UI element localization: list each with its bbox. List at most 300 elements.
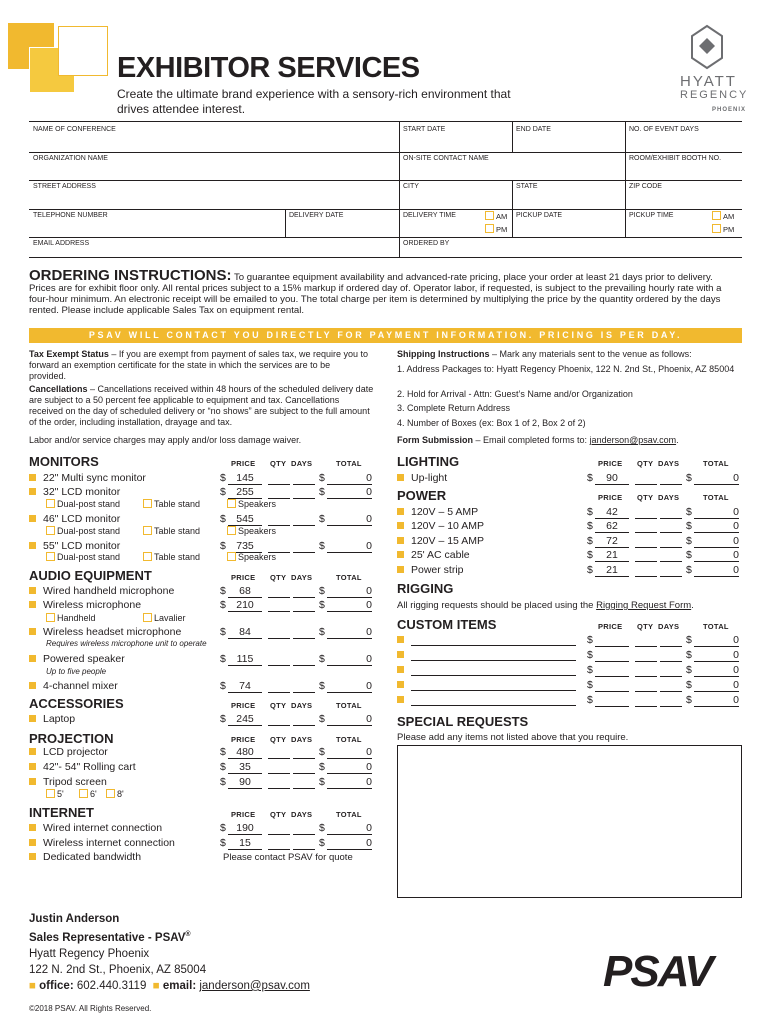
price-value: 90 <box>228 776 262 789</box>
item-ac-cable[interactable]: 25' AC cable <box>397 549 470 561</box>
order-form <box>29 121 742 256</box>
days-column-header: DAYS <box>291 459 313 468</box>
days-input[interactable] <box>660 561 682 562</box>
custom-item-bullet <box>397 649 407 661</box>
days-input[interactable] <box>293 611 315 612</box>
shipping-note: Shipping Instructions – Mark any materials sent to the venue as follows: <box>397 349 692 359</box>
price-column-header: PRICE <box>231 735 256 744</box>
dollar-sign: $ <box>587 679 593 691</box>
option-table-stand[interactable]: Table stand <box>143 552 200 562</box>
option-handheld[interactable]: Handheld <box>46 613 96 623</box>
start-date-field[interactable]: START DATE <box>403 126 446 133</box>
dollar-sign: $ <box>220 513 226 525</box>
item-32-monitor[interactable]: 32" LCD monitor <box>29 486 120 498</box>
price-value: 545 <box>228 513 262 526</box>
dollar-sign: $ <box>319 599 325 611</box>
section-title-monitors: MONITORS <box>29 454 99 469</box>
section-title-accessories: ACCESSORIES <box>29 696 124 711</box>
total-cell <box>319 513 375 526</box>
days-input[interactable] <box>293 725 315 726</box>
custom-item-input[interactable] <box>411 645 576 646</box>
shipping-step-3: 3. Complete Return Address <box>397 403 511 413</box>
option-6ft[interactable]: 6' <box>79 789 97 799</box>
delivery-am-checkbox[interactable]: AM <box>485 211 507 221</box>
pickup-time-field[interactable]: PICKUP TIME <box>629 212 674 219</box>
days-input[interactable] <box>293 665 315 666</box>
item-22-monitor[interactable]: 22" Multi sync monitor <box>29 472 146 484</box>
quantity-input[interactable] <box>635 484 657 485</box>
price-cell <box>220 626 265 639</box>
item-10amp[interactable]: 120V – 10 AMP <box>397 520 484 532</box>
quantity-input[interactable] <box>268 692 290 693</box>
price-column-header: PRICE <box>231 573 256 582</box>
section-title-lighting: LIGHTING <box>397 454 460 469</box>
quantity-input[interactable] <box>635 547 657 548</box>
dollar-sign: $ <box>319 585 325 597</box>
contact-email-link[interactable]: janderson@psav.com <box>199 979 310 992</box>
price-cell <box>587 506 632 519</box>
total-value: 0 <box>327 680 372 693</box>
zip-code-field[interactable]: ZIP CODE <box>629 183 662 190</box>
total-cell <box>686 520 742 533</box>
total-value: 0 <box>694 472 739 485</box>
quantity-input[interactable] <box>268 611 290 612</box>
total-cell <box>319 713 375 726</box>
total-cell <box>319 486 375 499</box>
total-value: 0 <box>694 549 739 562</box>
price-value: 15 <box>228 837 262 850</box>
total-value: 0 <box>327 837 372 850</box>
days-input[interactable] <box>293 692 315 693</box>
telephone-field[interactable]: TELEPHONE NUMBER <box>33 212 108 219</box>
shipping-step-2: 2. Hold for Arrival - Attn: Guest’s Name and/or Organization <box>397 389 633 399</box>
quantity-input[interactable] <box>268 788 290 789</box>
option-speakers[interactable]: Speakers <box>227 552 276 562</box>
organization-name-field[interactable]: ORGANIZATION NAME <box>33 155 108 162</box>
item-wired-mic[interactable]: Wired handheld microphone <box>29 585 174 597</box>
price-cell <box>587 535 632 548</box>
total-cell <box>319 626 375 639</box>
option-8ft[interactable]: 8' <box>106 789 124 799</box>
item-wireless-mic[interactable]: Wireless microphone <box>29 599 141 611</box>
total-column-header: TOTAL <box>703 493 729 502</box>
quantity-input[interactable] <box>268 638 290 639</box>
custom-price-input[interactable] <box>595 661 629 662</box>
end-date-field[interactable]: END DATE <box>516 126 551 133</box>
item-tripod-screen[interactable]: Tripod screen <box>29 776 107 788</box>
item-wired-internet[interactable]: Wired internet connection <box>29 822 162 834</box>
days-column-header: DAYS <box>291 701 313 710</box>
price-value: 42 <box>595 506 629 519</box>
price-value: 115 <box>228 653 262 666</box>
days-column-header: DAYS <box>658 493 680 502</box>
dollar-sign: $ <box>319 776 325 788</box>
tax-exempt-note: Tax Exempt Status – If you are exempt from payment of sales tax, we require you to forward an exemption certificate for the state in which the services are to be provided. <box>29 349 368 381</box>
price-cell <box>220 653 265 666</box>
days-column-header: DAYS <box>291 573 313 582</box>
days-input[interactable] <box>293 758 315 759</box>
note-headset: Requires wireless microphone unit to operate <box>46 639 207 648</box>
ordering-instructions: ORDERING INSTRUCTIONS: To guarantee equipment availability and advanced-rate pricing, place your order at least 21 days prior to delivery. Prices are for exhibit floor only. All rental prices subject to a 15% markup if ordered day of. Operator labor, if requested, is subject to the prevailing hourly rate with a four-hour minimum. An electronic receipt will be emailed to you. The total charge per item is determined by multiplying the price by the quantity ordered by the days rented. Please include applicable Sales Tax on equipment rental. <box>29 267 722 316</box>
item-15amp[interactable]: 120V – 15 AMP <box>397 535 484 547</box>
item-55-monitor[interactable]: 55" LCD monitor <box>29 540 120 552</box>
price-value: 735 <box>228 540 262 553</box>
days-input[interactable] <box>660 576 682 577</box>
option-table-stand[interactable]: Table stand <box>143 526 200 536</box>
option-speakers[interactable]: Speakers <box>227 499 276 509</box>
dollar-sign: $ <box>587 520 593 532</box>
qty-column-header: QTY <box>270 701 287 710</box>
days-input[interactable] <box>660 706 682 707</box>
ordered-by-field[interactable]: ORDERED BY <box>403 240 450 247</box>
price-value: 210 <box>228 599 262 612</box>
total-value: 0 <box>327 486 372 499</box>
dollar-sign: $ <box>220 761 226 773</box>
custom-price-input[interactable] <box>595 691 629 692</box>
section-title-internet: INTERNET <box>29 805 94 820</box>
option-dual-post-stand[interactable]: Dual-post stand <box>46 552 120 562</box>
total-value: 0 <box>327 472 372 485</box>
labor-note: Labor and/or service charges may apply and/or loss damage waiver. <box>29 435 302 445</box>
total-cell <box>686 649 742 662</box>
contact-psav-note: Please contact PSAV for quote <box>223 852 353 863</box>
price-value: 90 <box>595 472 629 485</box>
dollar-sign: $ <box>587 506 593 518</box>
price-value: 21 <box>595 564 629 577</box>
dollar-sign: $ <box>220 680 226 692</box>
price-cell <box>220 761 265 774</box>
price-value: 74 <box>228 680 262 693</box>
section-title-projection: PROJECTION <box>29 731 114 746</box>
days-input[interactable] <box>293 638 315 639</box>
total-cell <box>319 746 375 759</box>
total-value: 0 <box>327 513 372 526</box>
qty-column-header: QTY <box>270 810 287 819</box>
psav-logo: PSAV <box>603 947 712 996</box>
cancellation-note: Cancellations – Cancellations received within 48 hours of the scheduled delivery date are subject to a 50 percent fee applicable to equipment and tax. Cancellations received on the day of scheduled delivery or “no shows” are subject to the full amount of the order, including installation, drayage and tax. <box>29 384 374 427</box>
custom-item-input[interactable] <box>411 675 576 676</box>
total-value: 0 <box>694 535 739 548</box>
total-cell <box>319 472 375 485</box>
submission-email-link[interactable]: janderson@psav.com <box>589 435 677 445</box>
total-value: 0 <box>327 540 372 553</box>
dollar-sign: $ <box>319 837 325 849</box>
dollar-sign: $ <box>587 472 593 484</box>
total-column-header: TOTAL <box>336 735 362 744</box>
days-input[interactable] <box>293 834 315 835</box>
street-address-field[interactable]: STREET ADDRESS <box>33 183 96 190</box>
total-value: 0 <box>694 649 739 662</box>
custom-price-input[interactable] <box>595 706 629 707</box>
custom-item-input[interactable] <box>411 660 576 661</box>
quantity-input[interactable] <box>268 834 290 835</box>
custom-item-bullet <box>397 634 407 646</box>
days-column-header: DAYS <box>291 810 313 819</box>
page-title: EXHIBITOR SERVICES <box>117 52 420 84</box>
dollar-sign: $ <box>686 535 692 547</box>
item-power-strip[interactable]: Power strip <box>397 564 464 576</box>
dollar-sign: $ <box>220 472 226 484</box>
hyatt-logo-text: HYATT <box>680 73 737 90</box>
price-cell <box>220 680 265 693</box>
price-value: 190 <box>228 822 262 835</box>
item-mixer[interactable]: 4-channel mixer <box>29 680 118 692</box>
dollar-sign: $ <box>319 680 325 692</box>
total-cell <box>319 585 375 598</box>
booth-number-field[interactable]: ROOM/EXHIBIT BOOTH NO. <box>629 155 722 162</box>
custom-price-input[interactable] <box>595 676 629 677</box>
dollar-sign: $ <box>319 513 325 525</box>
qty-column-header: QTY <box>270 573 287 582</box>
quantity-input[interactable] <box>635 576 657 577</box>
section-title-rigging: RIGGING <box>397 581 454 596</box>
form-submission-note: Form Submission – Email completed forms to: janderson@psav.com. <box>397 435 679 445</box>
item-headset-mic[interactable]: Wireless headset microphone <box>29 626 181 638</box>
quantity-input[interactable] <box>635 661 657 662</box>
item-uplight[interactable]: Up-light <box>397 472 447 484</box>
total-cell <box>686 472 742 485</box>
price-cell <box>220 599 265 612</box>
item-dedicated-bandwidth[interactable]: Dedicated bandwidth <box>29 851 141 863</box>
quantity-input[interactable] <box>268 725 290 726</box>
item-powered-speaker[interactable]: Powered speaker <box>29 653 125 665</box>
dollar-sign: $ <box>587 664 593 676</box>
price-column-header: PRICE <box>598 493 623 502</box>
quantity-input[interactable] <box>268 773 290 774</box>
quantity-input[interactable] <box>268 665 290 666</box>
total-value: 0 <box>694 679 739 692</box>
days-input[interactable] <box>293 597 315 598</box>
quantity-input[interactable] <box>635 532 657 533</box>
days-input[interactable] <box>293 484 315 485</box>
custom-item-bullet <box>397 679 407 691</box>
total-cell <box>686 506 742 519</box>
qty-column-header: QTY <box>270 459 287 468</box>
total-value: 0 <box>694 506 739 519</box>
hyatt-logo-location: PHOENIX <box>712 107 747 113</box>
price-value: 480 <box>228 746 262 759</box>
option-5ft[interactable]: 5' <box>46 789 64 799</box>
days-input[interactable] <box>293 849 315 850</box>
days-input[interactable] <box>660 646 682 647</box>
pickup-am-checkbox[interactable]: AM <box>712 211 734 221</box>
onsite-contact-field[interactable]: ON-SITE CONTACT NAME <box>403 155 489 162</box>
qty-column-header: QTY <box>637 459 654 468</box>
note-speaker: Up to five people <box>46 667 107 676</box>
days-input[interactable] <box>293 788 315 789</box>
price-cell <box>587 549 632 562</box>
quantity-input[interactable] <box>635 561 657 562</box>
price-cell <box>220 746 265 759</box>
price-value: 255 <box>228 486 262 499</box>
dollar-sign: $ <box>220 746 226 758</box>
quantity-input[interactable] <box>635 518 657 519</box>
price-column-header: PRICE <box>231 810 256 819</box>
dollar-sign: $ <box>220 653 226 665</box>
special-requests-text: Please add any items not listed above that you require. <box>397 732 629 743</box>
price-cell <box>220 822 265 835</box>
quantity-input[interactable] <box>268 758 290 759</box>
rigging-form-link[interactable]: Rigging Request Form <box>596 600 692 611</box>
total-cell <box>319 599 375 612</box>
dollar-sign: $ <box>686 664 692 676</box>
days-input[interactable] <box>660 518 682 519</box>
rigging-text: All rigging requests should be placed using the Rigging Request Form. <box>397 600 694 611</box>
price-cell <box>220 486 265 499</box>
qty-column-header: QTY <box>637 622 654 631</box>
dollar-sign: $ <box>220 713 226 725</box>
dollar-sign: $ <box>220 626 226 638</box>
price-column-header: PRICE <box>231 459 256 468</box>
pickup-date-field[interactable]: PICKUP DATE <box>516 212 563 219</box>
dollar-sign: $ <box>587 549 593 561</box>
total-column-header: TOTAL <box>336 459 362 468</box>
section-title-special-requests: SPECIAL REQUESTS <box>397 714 529 729</box>
quantity-input[interactable] <box>635 706 657 707</box>
price-value: 35 <box>228 761 262 774</box>
total-cell <box>686 535 742 548</box>
quantity-input[interactable] <box>635 646 657 647</box>
dollar-sign: $ <box>319 746 325 758</box>
item-lcd-projector[interactable]: LCD projector <box>29 746 108 758</box>
days-input[interactable] <box>660 547 682 548</box>
item-rolling-cart[interactable]: 42"- 54" Rolling cart <box>29 761 136 773</box>
price-value: 21 <box>595 549 629 562</box>
quantity-input[interactable] <box>635 691 657 692</box>
total-cell <box>686 679 742 692</box>
dollar-sign: $ <box>686 679 692 691</box>
price-value: 62 <box>595 520 629 533</box>
days-column-header: DAYS <box>658 459 680 468</box>
days-input[interactable] <box>660 532 682 533</box>
days-input[interactable] <box>660 484 682 485</box>
item-laptop[interactable]: Laptop <box>29 713 75 725</box>
contact-name: Justin Anderson <box>29 913 120 925</box>
custom-item-input[interactable] <box>411 690 576 691</box>
total-cell <box>686 634 742 647</box>
email-address-field[interactable]: EMAIL ADDRESS <box>33 240 90 247</box>
price-cell <box>587 472 632 485</box>
price-column-header: PRICE <box>598 622 623 631</box>
total-value: 0 <box>327 626 372 639</box>
total-column-header: TOTAL <box>336 573 362 582</box>
price-cell <box>587 564 632 577</box>
quantity-input[interactable] <box>268 849 290 850</box>
qty-column-header: QTY <box>270 735 287 744</box>
quantity-input[interactable] <box>635 676 657 677</box>
total-value: 0 <box>327 599 372 612</box>
payment-banner: PSAV WILL CONTACT YOU DIRECTLY FOR PAYMENT INFORMATION. PRICING IS PER DAY. <box>29 328 742 343</box>
item-46-monitor[interactable]: 46" LCD monitor <box>29 513 120 525</box>
custom-item-bullet <box>397 664 407 676</box>
option-dual-post-stand[interactable]: Dual-post stand <box>46 526 120 536</box>
total-cell <box>319 837 375 850</box>
dollar-sign: $ <box>686 634 692 646</box>
contact-venue: Hyatt Regency Phoenix <box>29 947 150 960</box>
option-speakers[interactable]: Speakers <box>227 526 276 536</box>
dollar-sign: $ <box>587 564 593 576</box>
price-cell <box>220 837 265 850</box>
event-days-field[interactable]: NO. OF EVENT DAYS <box>629 126 699 133</box>
total-cell <box>686 664 742 677</box>
quantity-input[interactable] <box>268 597 290 598</box>
total-column-header: TOTAL <box>336 810 362 819</box>
total-column-header: TOTAL <box>336 701 362 710</box>
item-wireless-internet[interactable]: Wireless internet connection <box>29 837 175 849</box>
total-cell <box>319 540 375 553</box>
dollar-sign: $ <box>319 472 325 484</box>
item-5amp[interactable]: 120V – 5 AMP <box>397 506 478 518</box>
price-cell <box>220 513 265 526</box>
total-value: 0 <box>327 822 372 835</box>
state-field[interactable]: STATE <box>516 183 538 190</box>
contact-address: 122 N. 2nd St., Phoenix, AZ 85004 <box>29 963 207 976</box>
days-input[interactable] <box>293 498 315 499</box>
special-requests-box[interactable] <box>397 745 742 898</box>
delivery-time-field[interactable]: DELIVERY TIME <box>403 212 456 219</box>
total-value: 0 <box>327 776 372 789</box>
days-input[interactable] <box>293 773 315 774</box>
option-table-stand[interactable]: Table stand <box>143 499 200 509</box>
logo-square <box>58 26 108 76</box>
delivery-pm-checkbox[interactable]: PM <box>485 224 507 234</box>
dollar-sign: $ <box>220 599 226 611</box>
price-cell <box>220 472 265 485</box>
city-field[interactable]: CITY <box>403 183 419 190</box>
total-value: 0 <box>327 585 372 598</box>
days-input[interactable] <box>293 552 315 553</box>
dollar-sign: $ <box>220 486 226 498</box>
total-value: 0 <box>694 634 739 647</box>
dollar-sign: $ <box>686 472 692 484</box>
total-value: 0 <box>327 746 372 759</box>
total-value: 0 <box>327 653 372 666</box>
dollar-sign: $ <box>686 649 692 661</box>
dollar-sign: $ <box>220 585 226 597</box>
quantity-input[interactable] <box>268 484 290 485</box>
total-cell <box>686 694 742 707</box>
delivery-date-field[interactable]: DELIVERY DATE <box>289 212 344 219</box>
custom-price-input[interactable] <box>595 646 629 647</box>
days-input[interactable] <box>293 525 315 526</box>
total-cell <box>686 564 742 577</box>
dollar-sign: $ <box>587 694 593 706</box>
contact-block <box>29 911 310 994</box>
name-of-conference-field[interactable]: NAME OF CONFERENCE <box>33 126 116 133</box>
total-cell <box>319 653 375 666</box>
total-value: 0 <box>694 564 739 577</box>
days-column-header: DAYS <box>658 622 680 631</box>
dollar-sign: $ <box>587 649 593 661</box>
custom-item-input[interactable] <box>411 705 576 706</box>
dollar-sign: $ <box>319 486 325 498</box>
total-cell <box>686 549 742 562</box>
hyatt-logo-icon <box>690 24 724 72</box>
total-cell <box>319 680 375 693</box>
pickup-pm-checkbox[interactable]: PM <box>712 224 734 234</box>
days-input[interactable] <box>660 691 682 692</box>
days-input[interactable] <box>660 676 682 677</box>
contact-phone-email: ■ office: 602.440.3119 ■ email: janderson@psav.com <box>29 979 310 992</box>
days-input[interactable] <box>660 661 682 662</box>
dollar-sign: $ <box>220 776 226 788</box>
dollar-sign: $ <box>686 506 692 518</box>
copyright: ©2018 PSAV. All Rights Reserved. <box>29 1004 152 1013</box>
option-lavalier[interactable]: Lavalier <box>143 613 186 623</box>
option-dual-post-stand[interactable]: Dual-post stand <box>46 499 120 509</box>
dollar-sign: $ <box>319 540 325 552</box>
price-cell <box>220 713 265 726</box>
